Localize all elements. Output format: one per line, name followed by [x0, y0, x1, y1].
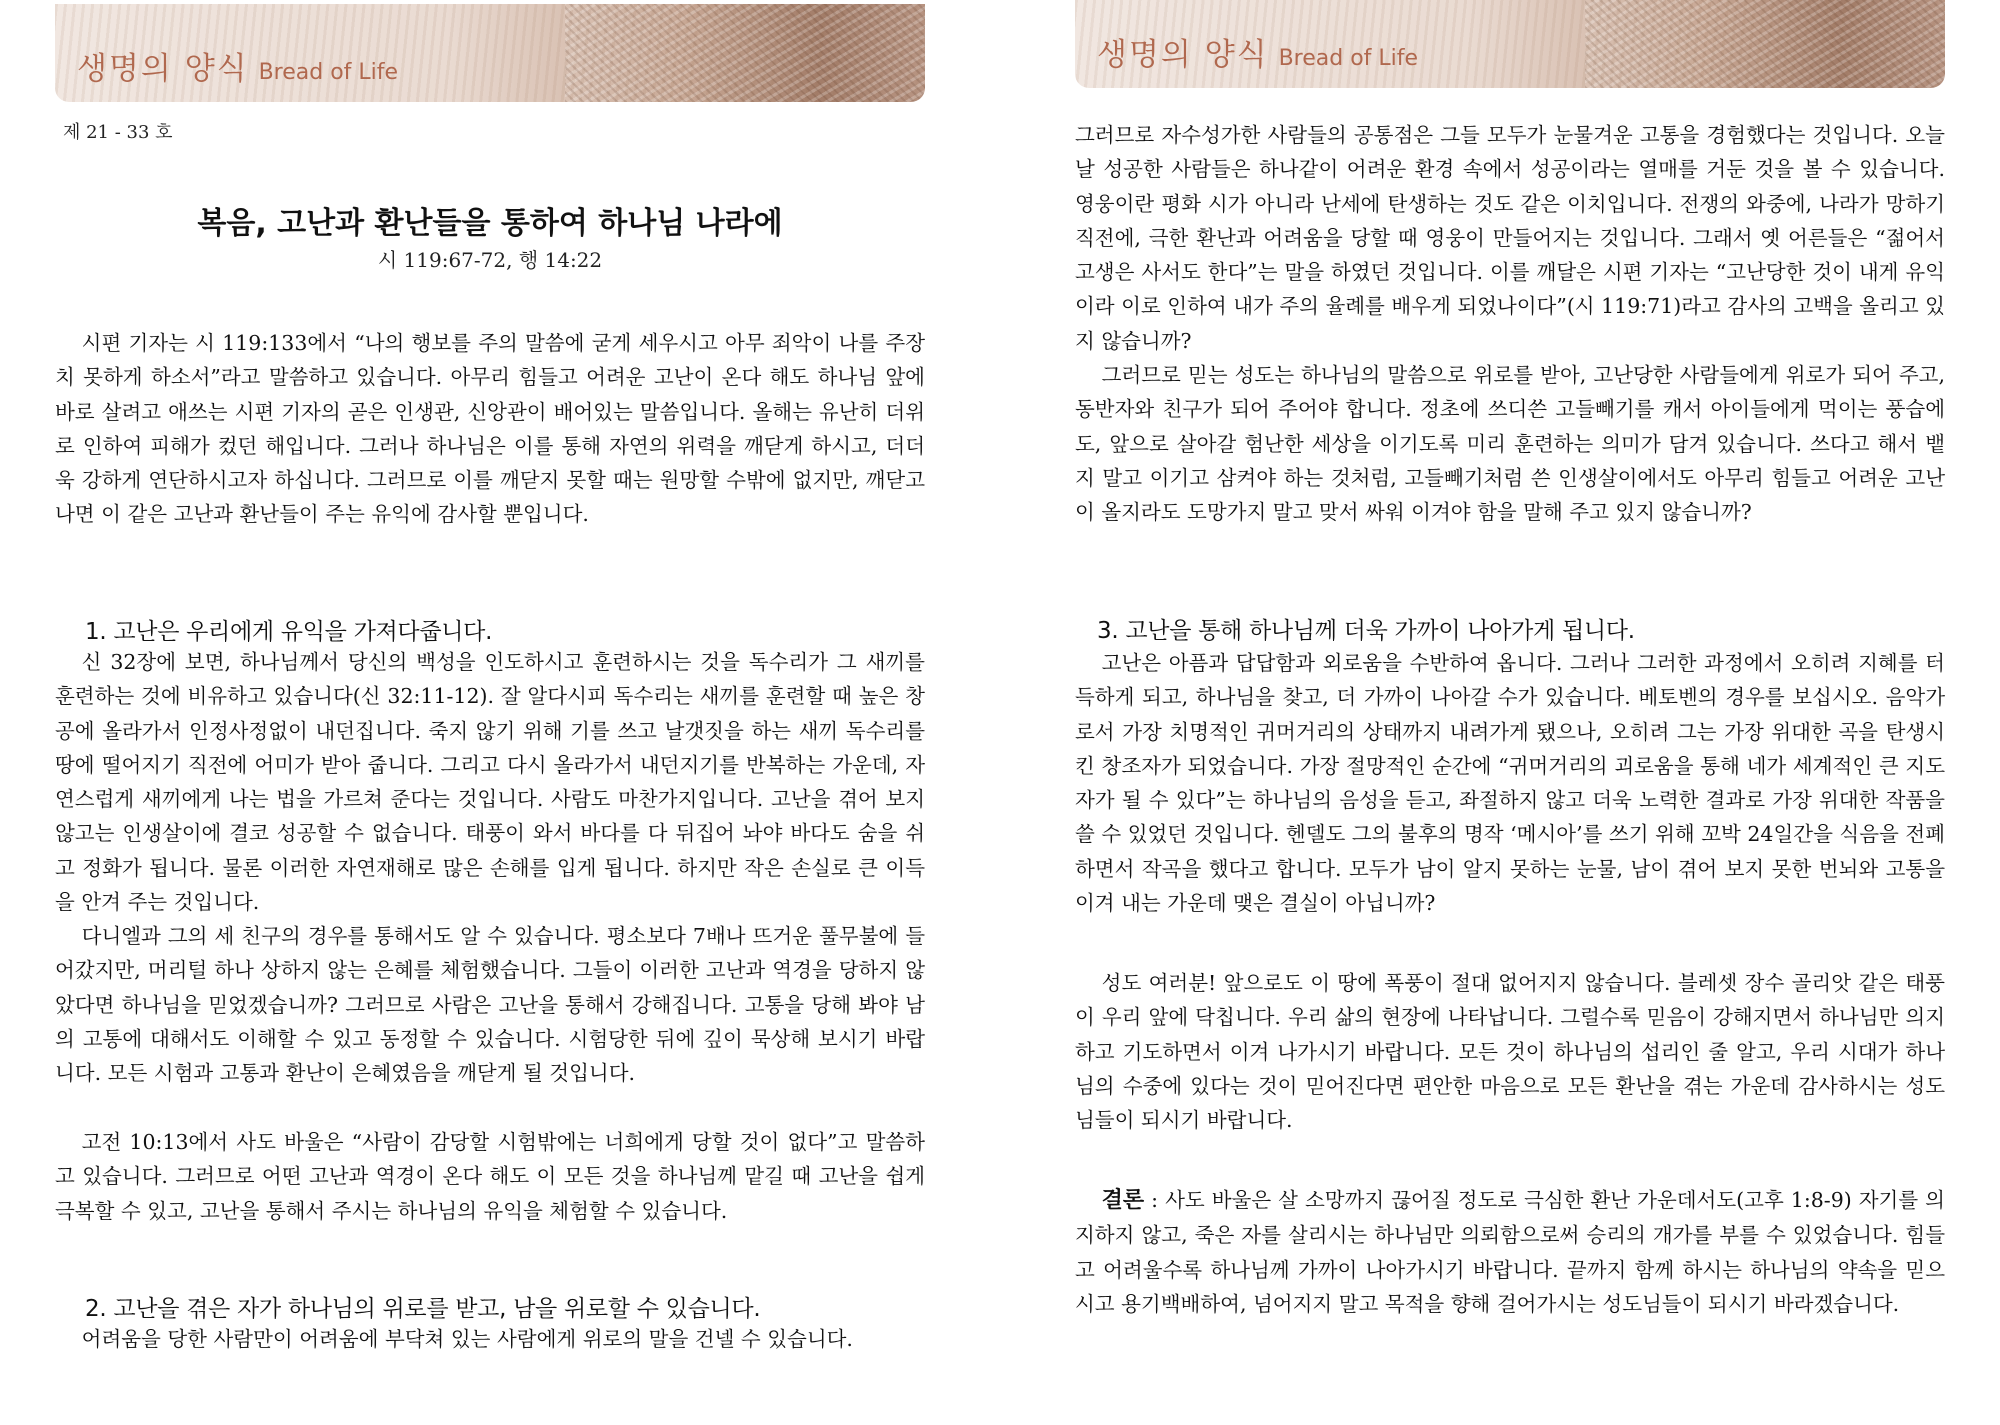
scripture-reference: 시 119:67-72, 행 14:22 — [377, 248, 603, 272]
conclusion-paragraph — [1075, 1183, 1945, 1321]
banner-title-korean-right: 생명의 양식 — [1097, 37, 1269, 73]
conclusion-label: 결론 — [1101, 1188, 1145, 1213]
section1-paragraph-1: 신 32장에 보면, 하나님께서 당신의 백성을 인도하시고 훈련하시는 것을 독수리가 그 새끼를 훈련하는 것에 비유하고 있습니다(신 32:11-12). 잘 알다시피 독수리는 새끼를 훈련할 때 높은 창공에 올라가서 인정사정없이 내던집니다. 죽지 않기 위해 기를 쓰고 날갯짓을 하는 새끼 독수리를 땅에 떨어지기 직전에 어미가 받아 줍니다. 그리고 다시 올라가서 내던지기를 반복하는 가운데, 자연스럽게 새끼에게 나는 법을 가르쳐 준다는 것입니다. 사람도 마찬가지입니다. 고난을 겪어 보지 않고는 인생살이에 결코 성공할 수 없습니다. 태풍이 와서 바다를 다 뒤집어 놔야 바다도 숨을 쉬고 정화가 됩니다. 물론 이러한 자연재해로 많은 손해를 입게 됩니다. 하지만 작은 손실로 큰 이득을 안겨 주는 것입니다. — [55, 650, 925, 915]
left-page — [55, 0, 925, 1425]
banner-texture — [565, 4, 925, 102]
section3-paragraph-1: 고난은 아픔과 답답함과 외로움을 수반하여 옵니다. 그러나 그러한 과정에서 오히려 지혜를 터득하게 되고, 하나님을 찾고, 더 가까이 나아갈 수가 있습니다. 베토벤의 경우를 보십시오. 음악가로서 가장 치명적인 귀머거리의 상태까지 내려가게 됐으나, 오히려 그는 가장 위대한 곡을 탄생시킨 창조자가 되었습니다. 가장 절망적인 순간에 “귀머거리의 괴로움을 통해 네가 세계적인 큰 지도자가 될 수 있다”는 하나님의 음성을 듣고, 좌절하지 않고 더욱 노력한 결과로 가장 위대한 작품을 쓸 수 있었던 것입니다. 헨델도 그의 불후의 명작 ‘메시아’를 쓰기 위해 꼬박 24일간을 식음을 전폐하면서 작곡을 했다고 합니다. 모두가 남이 알지 못하는 눈물, 남이 겪어 보지 못한 번뇌와 고통을 이겨 내는 가운데 맺은 결실이 아닙니까? — [1075, 651, 1945, 916]
section-heading-2: 2. 고난을 겪은 자가 하나님의 위로를 받고, 남을 위로할 수 있습니다. — [85, 1296, 761, 1322]
issue-number: 제 21 - 33 호 — [63, 122, 173, 143]
header-banner — [55, 4, 925, 102]
section-heading-3: 3. 고난을 통해 하나님께 더욱 가까이 나아가게 됩니다. — [1097, 618, 1635, 644]
section1-paragraph-2: 다니엘과 그의 세 친구의 경우를 통해서도 알 수 있습니다. 평소보다 7배나 뜨거운 풀무불에 들어갔지만, 머리털 하나 상하지 않는 은혜를 체험했습니다. 그들이 이러한 고난과 역경을 당하지 않았다면 하나님을 믿었겠습니까? 그러므로 사람은 고난을 통해서 강해집니다. 고통을 당해 봐야 남의 고통에 대해서도 이해할 수 있고 동정할 수 있습니다. 시험당한 뒤에 깊이 묵상해 보시기 바랍니다. 모든 시험과 고통과 환난이 은혜였음을 깨닫게 될 것입니다. — [55, 924, 925, 1086]
banner-texture-right — [1585, 0, 1945, 88]
section1-paragraph-3: 고전 10:13에서 사도 바울은 “사람이 감당할 시험밖에는 너희에게 당할 것이 없다”고 말씀하고 있습니다. 그러므로 어떤 고난과 역경이 온다 해도 이 모든 것을 하나님께 맡길 때 고난을 쉽게 극복할 수 있고, 고난을 통해서 주시는 하나님의 유익을 체험할 수 있습니다. — [55, 1130, 925, 1223]
banner-title-english-right: Bread of Life — [1278, 46, 1419, 71]
banner-title-right — [1097, 29, 1418, 74]
sermon-title: 복음, 고난과 환난들을 통하여 하나님 나라에 — [197, 206, 783, 241]
conclusion-text: : 사도 바울은 살 소망까지 끊어질 정도로 극심한 환난 가운데서도(고후 1:8-9) 자기를 의지하지 않고, 죽은 자를 살리시는 하나님만 의뢰함으로써 승리의 개가를 부를 수 있었습니다. 힘들고 어려울수록 하나님께 가까이 나아가시기 바랍니다. 끝까지 함께 하시는 하나님의 약속을 믿으시고 용기백배하여, 넘어지지 말고 목적을 향해 걸어가시는 성도님들이 되시기 바라겠습니다. — [1075, 1188, 1945, 1316]
intro-paragraph: 시편 기자는 시 119:133에서 “나의 행보를 주의 말씀에 굳게 세우시고 아무 죄악이 나를 주장치 못하게 하소서”라고 말씀하고 있습니다. 아무리 힘들고 어려운 고난이 온다 해도 하나님 앞에 바로 살려고 애쓰는 시편 기자의 곧은 인생관, 신앙관이 배어있는 말씀입니다. 올해는 유난히 더위로 인하여 피해가 컸던 해입니다. 그러나 하나님은 이를 통해 자연의 위력을 깨닫게 하시고, 더더욱 강하게 연단하시고자 하십니다. 그러므로 이를 깨닫지 못할 때는 원망할 수밖에 없지만, 깨닫고 나면 이 같은 고난과 환난들이 주는 유익에 감사할 뿐입니다. — [55, 331, 925, 527]
banner-title — [77, 43, 398, 88]
section-heading-1: 1. 고난은 우리에게 유익을 가져다줍니다. — [85, 619, 493, 645]
section2-paragraph-2: 그러므로 자수성가한 사람들의 공통점은 그들 모두가 눈물겨운 고통을 경험했다는 것입니다. 오늘날 성공한 사람들은 하나같이 어려운 환경 속에서 성공이라는 열매를 거둔 것을 볼 수 있습니다. 영웅이란 평화 시가 아니라 난세에 탄생하는 것도 같은 이치입니다. 전쟁의 와중에, 나라가 망하기 직전에, 극한 환난과 어려움을 당할 때 영웅이 만들어지는 것입니다. 그래서 옛 어른들은 “젊어서 고생은 사서도 한다”는 말을 하였던 것입니다. 이를 깨달은 시편 기자는 “고난당한 것이 내게 유익이라 이로 인하여 내가 주의 율례를 배우게 되었나이다”(시 119:71)라고 감사의 고백을 올리고 있지 않습니까? — [1075, 123, 1945, 353]
section2-paragraph-3: 그러므로 믿는 성도는 하나님의 말씀으로 위로를 받아, 고난당한 사람들에게 위로가 되어 주고, 동반자와 친구가 되어 주어야 합니다. 정초에 쓰디쓴 고들빼기를 캐서 아이들에게 먹이는 풍습에도, 앞으로 살아갈 험난한 세상을 이기도록 미리 훈련하는 의미가 담겨 있습니다. 쓰다고 해서 뱉지 말고 이기고 삼켜야 하는 것처럼, 고들빼기처럼 쓴 인생살이에서도 아무리 힘들고 어려운 고난이 올지라도 도망가지 말고 맞서 싸워 이겨야 함을 말해 주고 있지 않습니까? — [1075, 363, 1945, 525]
section2-paragraph-1: 어려움을 당한 사람만이 어려움에 부닥쳐 있는 사람에게 위로의 말을 건넬 수 있습니다. — [81, 1327, 853, 1351]
banner-title-english: Bread of Life — [258, 60, 399, 85]
banner-title-korean: 생명의 양식 — [77, 51, 249, 87]
section3-paragraph-2: 성도 여러분! 앞으로도 이 땅에 폭풍이 절대 없어지지 않습니다. 블레셋 장수 골리앗 같은 태풍이 우리 앞에 닥칩니다. 우리 삶의 현장에 나타납니다. 그럴수록 믿음이 강해지면서 하나님만 의지하고 기도하면서 이겨 나가시기 바랍니다. 모든 것이 하나님의 섭리인 줄 알고, 우리 시대가 하나님의 수중에 있다는 것이 믿어진다면 편안한 마음으로 모든 환난을 겪는 가운데 감사하시는 성도님들이 되시기 바랍니다. — [1075, 971, 1945, 1133]
header-banner-right — [1075, 0, 1945, 88]
right-page — [1075, 0, 1945, 1425]
